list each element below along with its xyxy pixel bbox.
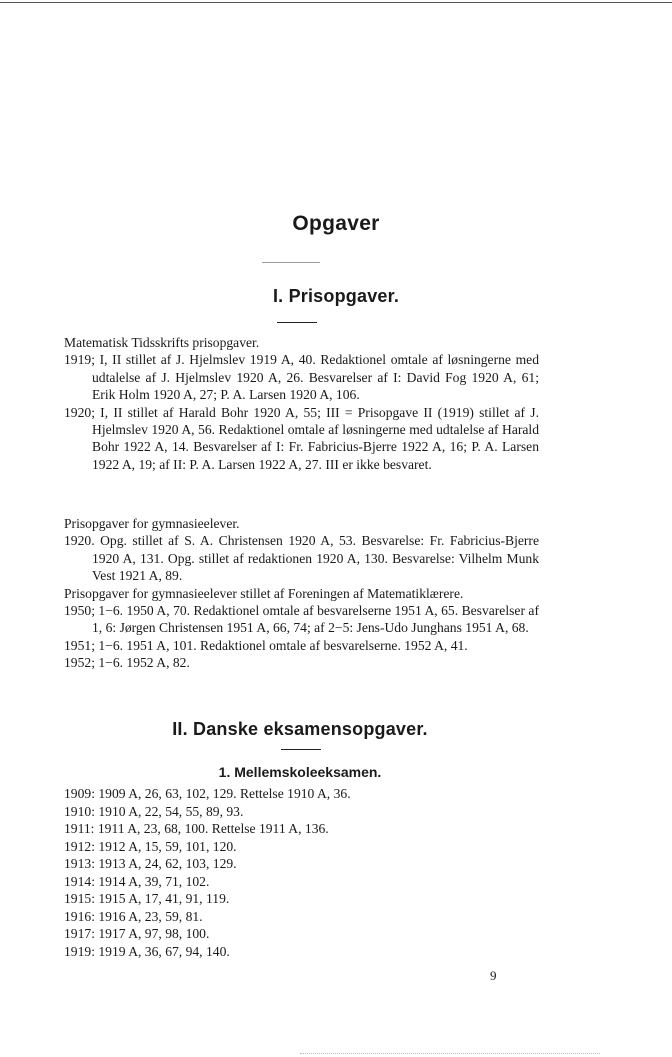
footer-rule xyxy=(300,1053,600,1055)
top-border xyxy=(0,2,672,3)
section-divider xyxy=(281,749,321,750)
entry-1951: 1951; 1−6. 1951 A, 101. Redaktionel omtale af besvarelserne. 1952 A, 41. xyxy=(64,637,468,653)
section-heading-prisopgaver: I. Prisopgaver. xyxy=(272,286,400,306)
section-divider xyxy=(277,322,317,323)
exam-year-list xyxy=(64,785,539,960)
entry-1952: 1952; 1−6. 1952 A, 82. xyxy=(64,655,190,671)
entry-1920: 1920; I, II stillet af Harald Bohr 1920 A, 55; III = Prisopgave II (1919) stillet af J. Hjelmslev 1920 A, 56. Redaktionel omtale af løsningerne med udtalelse af Harald Bohr 1922 A, 14. Besvarelser af I: Fr. Fabricius-Bjerre 1922 A, 16; P. A. Larsen 1922 A, 19; af II: P. A. Larsen 1922 A, 27. III er ikke besvaret. xyxy=(64,404,539,472)
list-item: 1913: 1913 A, 24, 62, 103, 129. xyxy=(64,856,237,871)
list-item: 1909: 1909 A, 26, 63, 102, 129. Rettelse 1910 A, 36. xyxy=(64,786,351,801)
list-item: 1912: 1912 A, 15, 59, 101, 120. xyxy=(64,838,237,854)
page-number: 9 xyxy=(490,968,497,983)
list-item: 1914: 1914 A, 39, 71, 102. xyxy=(64,873,210,889)
subsection-heading: 1. Mellemskoleeksamen. xyxy=(218,764,382,780)
entry-1950: 1950; 1−6. 1950 A, 70. Redaktionel omtale af besvarelserne 1951 A, 65. Besvarelser af 1, 6: Jørgen Christensen 1951 A, 66, 74; af 2−5: Jens-Udo Junghans 1951 A, 68. xyxy=(64,603,539,636)
list-item: 1916: 1916 A, 23, 59, 81. xyxy=(64,908,203,924)
list-item: 1910: 1910 A, 22, 54, 55, 89, 93. xyxy=(64,803,244,819)
block-intro: Prisopgaver for gymnasieelever. xyxy=(64,516,240,531)
list-item: 1919: 1919 A, 36, 67, 94, 140. xyxy=(64,943,230,959)
entry-1919: 1919; I, II stillet af J. Hjelmslev 1919 A, 40. Redaktionel omtale af løsningerne med udtalelse af J. Hjelmslev 1920 A, 26. Besvarelser af I: David Fog 1920 A, 61; Erik Holm 1920 A, 27; P. A. Larsen 1920 A, 106. xyxy=(64,352,539,403)
list-item: 1911: 1911 A, 23, 68, 100. Rettelse 1911 A, 136. xyxy=(64,821,329,836)
prisopgaver-block-1 xyxy=(64,334,539,473)
page-title: Opgaver xyxy=(292,212,380,235)
list-item: 1917: 1917 A, 97, 98, 100. xyxy=(64,926,210,941)
section-heading-eksamensopgaver: II. Danske eksamensopgaver. xyxy=(172,719,428,739)
block-intro: Matematisk Tidsskrifts prisopgaver. xyxy=(64,335,260,350)
list-item: 1915: 1915 A, 17, 41, 91, 119. xyxy=(64,891,230,906)
title-divider xyxy=(262,262,320,263)
prisopgaver-block-2 xyxy=(64,515,539,672)
block-intro-2: Prisopgaver for gymnasieelever stillet af Foreningen af Matematiklærere. xyxy=(64,585,464,601)
entry-1920-gymnasie: 1920. Opg. stillet af S. A. Christensen 1920 A, 53. Besvarelse: Fr. Fabricius-Bjerre 1920 A, 131. Opg. stillet af redaktionen 1920 A, 130. Besvarelse: Vilhelm Munk Vest 1921 A, 89. xyxy=(64,533,539,584)
